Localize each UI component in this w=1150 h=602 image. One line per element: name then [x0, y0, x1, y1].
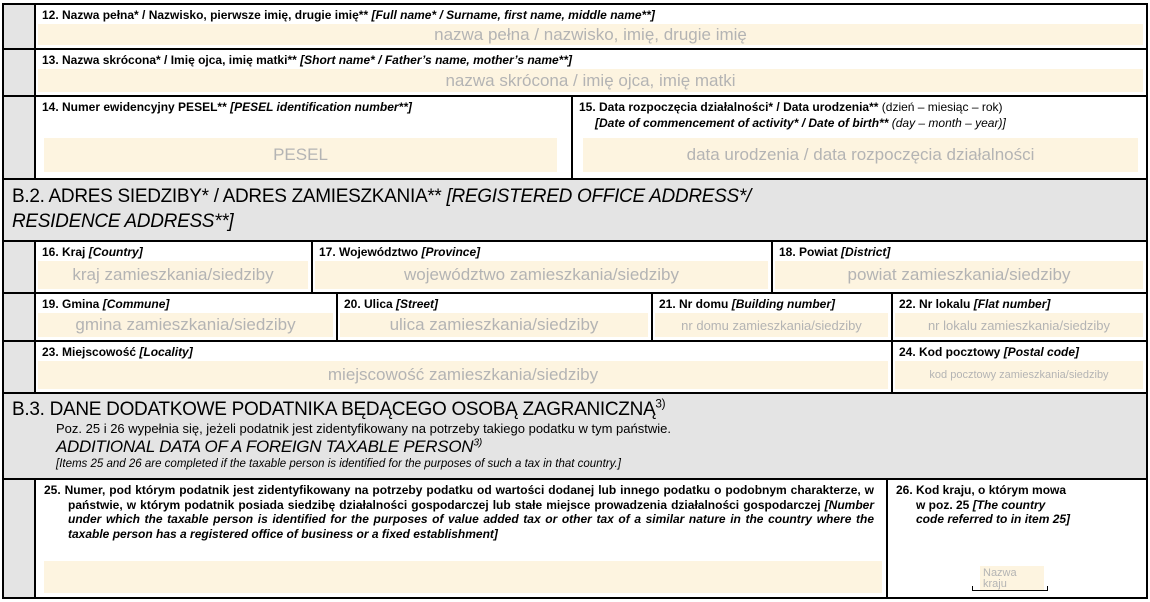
left-gutter [4, 5, 36, 48]
field-13-label [36, 50, 1146, 68]
field-17 [311, 242, 771, 292]
field-13 [36, 50, 1146, 95]
field-24 [891, 342, 1146, 392]
field-18 [771, 242, 1146, 292]
field-21-label-pl: 21. Nr domu [659, 297, 729, 311]
field-13-label-pl: 13. Nazwa skrócona* / Imię ojca, imię matki** [42, 53, 297, 67]
row-25-26 [4, 478, 1146, 597]
field-23-input[interactable]: miejscowość zamieszkania/siedziby [38, 361, 888, 389]
field-18-label-pl: 18. Powiat [779, 245, 838, 259]
field-25-input[interactable] [44, 561, 882, 593]
field-14-label-en: [PESEL identification number**] [230, 100, 412, 114]
field-21-input[interactable]: nr domu zamieszkania/siedziby [655, 313, 888, 337]
field-19-label-pl: 19. Gmina [42, 297, 100, 311]
field-20-input[interactable]: ulica zamieszkania/siedziby [340, 313, 648, 337]
field-18-label-en: [District] [841, 245, 891, 259]
field-26-label-line1 [896, 483, 1142, 498]
section-b2-title-pl: B.2. ADRES SIEDZIBY* / ADRES ZAMIESZKANIA** [12, 186, 442, 207]
left-gutter [4, 50, 36, 95]
field-19-label [36, 294, 336, 312]
field-23-label [36, 342, 891, 360]
field-20-label-pl: 20. Ulica [344, 297, 393, 311]
field-22 [891, 294, 1146, 340]
field-19 [36, 294, 336, 340]
field-26-label-pl-1: 26. Kod kraju, o którym mowa [896, 483, 1067, 497]
field-22-input[interactable]: nr lokalu zamieszkania/siedziby [895, 313, 1143, 337]
left-gutter [4, 480, 36, 597]
country-name-write-bracket [972, 586, 1048, 591]
field-22-label [893, 294, 1146, 312]
field-16-label-en: [Country] [88, 245, 143, 259]
left-gutter [4, 294, 36, 340]
field-17-label-en: [Province] [421, 245, 481, 259]
row-23-24 [4, 340, 1146, 392]
field-15-input[interactable]: data urodzenia / data rozpoczęcia działalności [583, 138, 1138, 172]
field-12-label [36, 5, 1146, 23]
field-26-label-en-2: code referred to in item 25] [916, 512, 1071, 526]
row-14-15 [4, 95, 1146, 178]
field-14-input[interactable]: PESEL [44, 138, 557, 172]
section-b3-footnote-mark-en: 3) [473, 436, 482, 449]
field-13-label-en: [Short name* / Father’s name, mother’s name**] [300, 53, 573, 67]
field-26-label-en-1: [The country [972, 497, 1046, 512]
section-b2-title-en-line2: RESIDENCE ADDRESS**] [12, 211, 234, 232]
field-14 [36, 97, 571, 178]
field-15-label-line1 [579, 99, 1142, 115]
field-26-label-line2 [896, 498, 1142, 513]
field-26 [886, 480, 1146, 597]
field-25-label-pl: 25. Numer, pod którym podatnik jest zidentyfikowany na potrzeby podatku od wartości dodanej lub innego podatku o podobnym charakterze, w państwie, w którym podatnik posiada siedzibę działalności gospodarczej lub stałe miejsce prowadzenia działalności gospodarczej [44, 483, 874, 512]
field-22-label-en: [Flat number] [973, 297, 1051, 311]
section-b3-title-en-text: ADDITIONAL DATA OF A FOREIGN TAXABLE PERSON [56, 437, 474, 456]
field-16-input[interactable]: kraj zamieszkania/siedziby [38, 261, 308, 289]
row-12 [4, 5, 1146, 48]
field-26-label [888, 480, 1146, 527]
section-b3-note-en: [Items 25 and 26 are completed if the taxable person is identified for the purposes of such a tax in that country.] [56, 458, 621, 470]
field-16 [36, 242, 311, 292]
field-24-label-pl: 24. Kod pocztowy [899, 345, 1001, 359]
field-20 [336, 294, 651, 340]
section-b3-title-pl-text: B.3. DANE DODATKOWE PODATNIKA BĘDĄCEGO OSOBĄ ZAGRANICZNĄ [12, 399, 656, 420]
field-17-label [313, 242, 771, 260]
field-14-label [36, 97, 571, 115]
field-26-input[interactable]: Nazwa kraju [980, 566, 1044, 591]
left-gutter [4, 242, 36, 292]
field-22-label-pl: 22. Nr lokalu [899, 297, 971, 311]
field-16-label-pl: 16. Kraj [42, 245, 86, 259]
field-12-label-pl: 12. Nazwa pełna* / Nazwisko, pierwsze imię, drugie imię** [42, 8, 369, 22]
field-23-label-en: [Locality] [139, 345, 193, 359]
field-15-label-line2 [579, 115, 1142, 131]
section-b2-title [12, 184, 1140, 234]
row-19-20-21-22 [4, 292, 1146, 340]
field-12-label-en: [Full name* / Surname, first name, middle name**] [371, 8, 655, 22]
field-25 [36, 480, 886, 597]
section-b3-footnote-mark: 3) [655, 397, 666, 411]
field-25-label-en: [Number under which the taxable person is identified for the purposes of value added tax or other tax of a similar nature in the country where the taxable person has a registered office of business or a fixed establishment] [68, 497, 874, 541]
field-12 [36, 5, 1146, 48]
field-18-input[interactable]: powiat zamieszkania/siedziby [775, 261, 1143, 289]
left-gutter [4, 97, 36, 178]
field-15-label-en-note: (day – month – year)] [891, 116, 1006, 130]
section-b3-title-en [12, 437, 1140, 457]
section-b3-note-pl: Poz. 25 i 26 wypełnia się, jeżeli podatnik jest zidentyfikowany na potrzeby takiego podatku w tym państwie. [56, 421, 671, 436]
field-13-input[interactable]: nazwa skrócona / imię ojca, imię matki [38, 69, 1143, 92]
field-15-label [573, 97, 1146, 131]
row-16-17-18 [4, 240, 1146, 292]
field-20-label-en: [Street] [396, 297, 439, 311]
field-24-label-en: [Postal code] [1003, 345, 1080, 359]
field-19-input[interactable]: gmina zamieszkania/siedziby [38, 313, 333, 337]
field-21-label [653, 294, 891, 312]
field-17-label-pl: 17. Województwo [319, 245, 419, 259]
section-b3-header [4, 392, 1146, 478]
field-15-label-pl: 15. Data rozpoczęcia działalności* / Data urodzenia** [579, 100, 879, 114]
field-23 [36, 342, 891, 392]
field-16-label [36, 242, 311, 260]
field-26-label-line3 [896, 512, 1142, 527]
field-20-label [338, 294, 651, 312]
field-24-input[interactable]: kod pocztowy zamieszkania/siedziby [895, 361, 1143, 389]
field-17-input[interactable]: województwo zamieszkania/siedziby [315, 261, 768, 289]
field-15-label-en: [Date of commencement of activity* / Date of birth** [595, 116, 889, 130]
field-14-label-pl: 14. Numer ewidencyjny PESEL** [42, 100, 227, 114]
left-gutter [4, 342, 36, 392]
nip-tax-form [2, 3, 1148, 599]
field-19-label-en: [Commune] [102, 297, 170, 311]
section-b3-title-pl [12, 398, 1140, 421]
field-12-input[interactable]: nazwa pełna / nazwisko, imię, drugie imię [38, 24, 1143, 45]
field-24-label [893, 342, 1146, 360]
field-15 [571, 97, 1146, 178]
field-25-label [36, 480, 886, 541]
section-b2-header [4, 178, 1146, 240]
field-21-label-en: [Building number] [731, 297, 836, 311]
row-13 [4, 48, 1146, 95]
section-b2-title-en-line1: [REGISTERED OFFICE ADDRESS*/ [446, 186, 751, 207]
field-26-label-pl-2: w poz. 25 [916, 497, 970, 512]
field-23-label-pl: 23. Miejscowość [42, 345, 137, 359]
field-21 [651, 294, 891, 340]
field-15-label-pl-note: (dzień – miesiąc – rok) [881, 100, 1003, 114]
field-18-label [773, 242, 1146, 260]
